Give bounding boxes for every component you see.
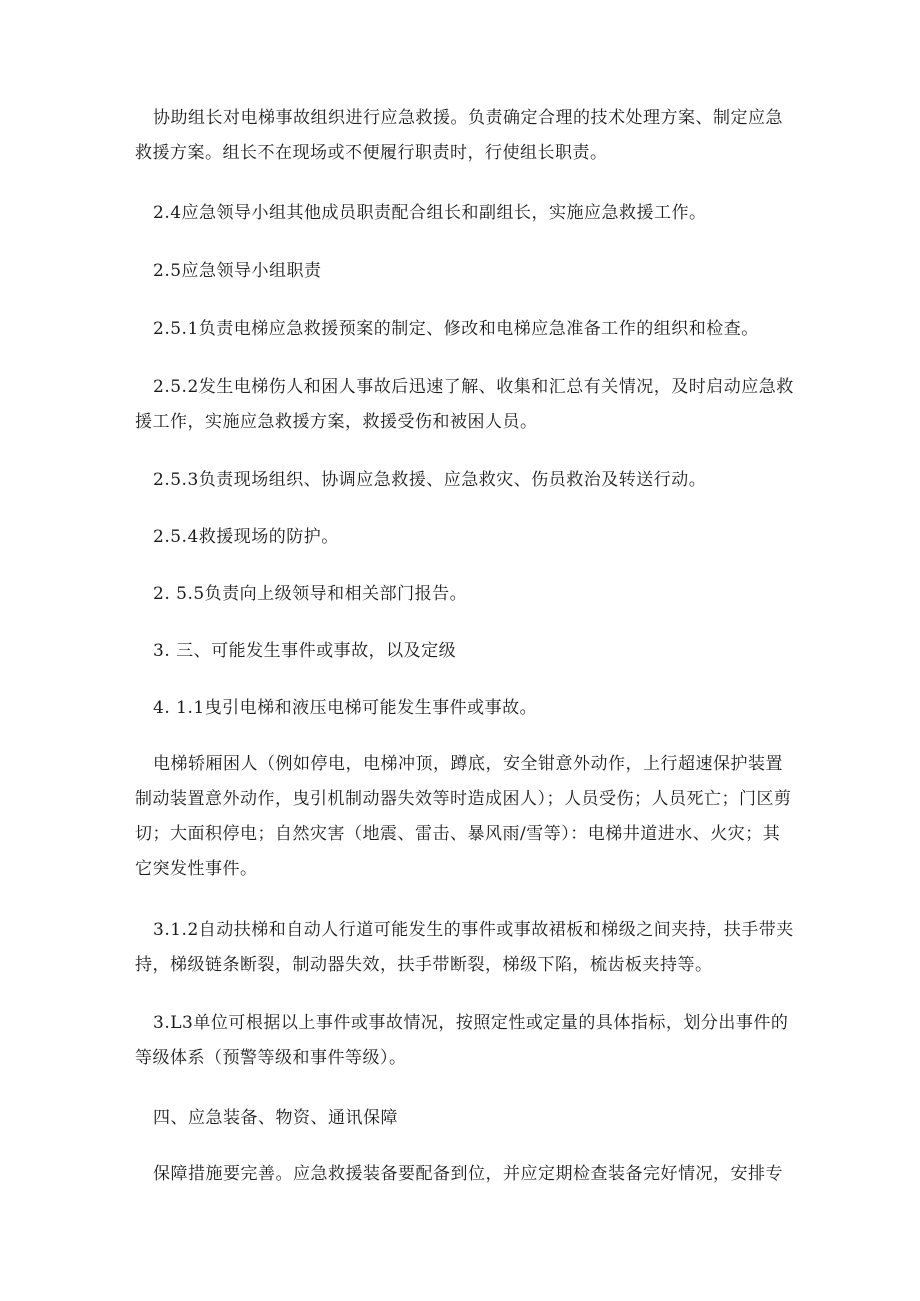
paragraph-2-4: 2.4应急领导小组其他成员职责配合组长和副组长，实施应急救援工作。 bbox=[153, 203, 707, 223]
paragraph-2-5-3: 2.5.3负责现场组织、协调应急救援、应急救灾、伤员救治及转送行动。 bbox=[153, 470, 707, 490]
paragraph-2-5-4: 2.5.4救援现场的防护。 bbox=[153, 527, 339, 547]
paragraph-safeguards: 保障措施要完善。应急救援装备要配备到位，并应定期检查装备完好情况，安排专 bbox=[153, 1164, 783, 1184]
paragraph-elevator-incidents: 电梯轿厢困人（例如停电，电梯冲顶，蹲底，安全钳意外动作，上行超速保护装置制动装置意外动作，曳引机制动器失效等时造成困人）；人员受伤；人员死亡；门区剪切；大面积停电；自然灾害（地震、雷击、暴风雨/雪等）：电梯井道进水、火灾；其它突发性事件。 bbox=[135, 754, 792, 879]
paragraph-3-1-1: 4. 1.1曳引电梯和液压电梯可能发生事件或事故。 bbox=[153, 698, 538, 718]
paragraph-3-1-2: 3.1.2自动扶梯和自动人行道可能发生的事件或事故裙板和梯级之间夹持，扶手带夹持，梯级链条断裂，制动器失效，扶手带断裂，梯级下陷，梳齿板夹持等。 bbox=[135, 920, 794, 975]
paragraph-section-4-heading: 四、应急装备、物资、通讯保障 bbox=[153, 1108, 398, 1128]
paragraph-2-5-5: 2. 5.5负责向上级领导和相关部门报告。 bbox=[153, 584, 468, 604]
paragraph-2-5-1: 2.5.1负责电梯应急救援预案的制定、修改和电梯应急准备工作的组织和检查。 bbox=[153, 319, 759, 339]
paragraph-2-5-2: 2.5.2发生电梯伤人和困人事故后迅速了解、收集和汇总有关情况，及时启动应急救援工作，实施应急救援方案，救援受伤和被困人员。 bbox=[135, 377, 794, 432]
paragraph-deputy-leader-duties: 协助组长对电梯事故组织进行应急救援。负责确定合理的技术处理方案、制定应急救援方案。组长不在现场或不便履行职责时，行使组长职责。 bbox=[135, 108, 783, 163]
paragraph-3-1-3: 3.L3单位可根据以上事件或事故情况，按照定性或定量的具体指标，划分出事件的等级体系（预警等级和事件等级）。 bbox=[135, 1013, 789, 1068]
paragraph-2-5-heading: 2.5应急领导小组职责 bbox=[153, 261, 322, 281]
paragraph-section-3-heading: 3. 三、可能发生事件或事故，以及定级 bbox=[153, 641, 457, 661]
